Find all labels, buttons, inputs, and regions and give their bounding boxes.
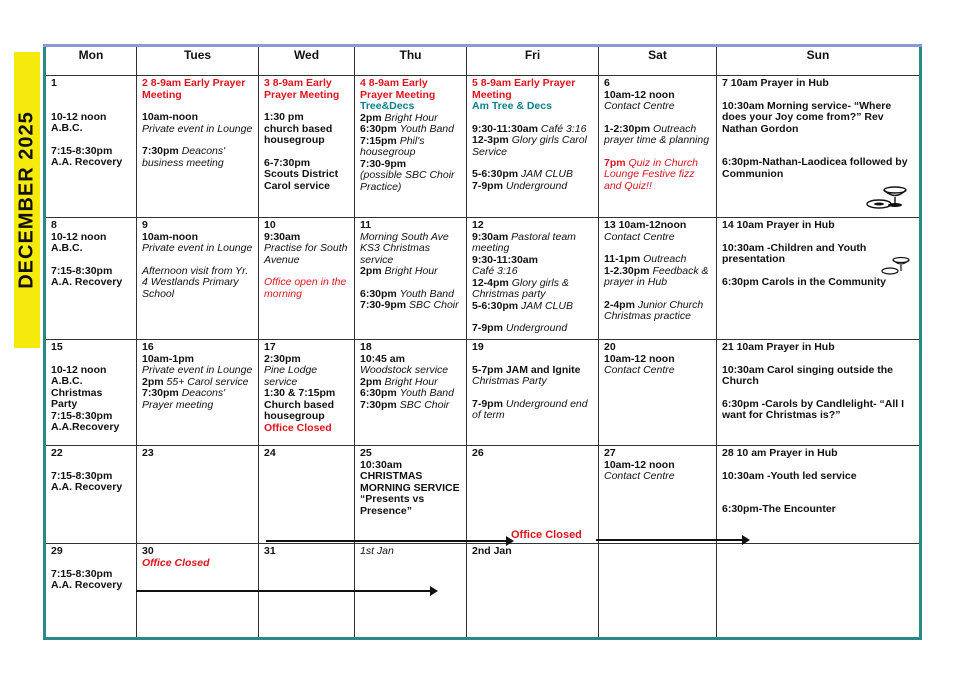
day-number: 18 bbox=[360, 341, 372, 353]
office-note: Office open in the morning bbox=[264, 276, 347, 300]
day-number: 31 bbox=[264, 545, 276, 557]
event-title: Glory girls Carol Service bbox=[472, 134, 587, 158]
day-number: 1st Jan bbox=[360, 545, 394, 557]
event-time: 10am-1pm bbox=[142, 352, 194, 365]
event-time: 9:30-11:30am bbox=[472, 122, 538, 135]
day-number: 1 bbox=[51, 77, 57, 89]
event-title: 6:30pm-The Encounter bbox=[722, 503, 836, 515]
event-title: Bright Hour bbox=[384, 265, 438, 277]
event-title: Youth Band bbox=[399, 287, 454, 300]
day-cell-8 bbox=[45, 218, 137, 340]
weekday-sat: Sat bbox=[599, 46, 717, 76]
day-cell-9 bbox=[137, 218, 259, 340]
day-number: 25 bbox=[360, 447, 372, 459]
event-title: Outreach bbox=[643, 253, 687, 265]
event-time: 7:30-9pm bbox=[360, 299, 407, 311]
weekday-header-row bbox=[45, 46, 921, 76]
event-title: Junior Church Christmas practice bbox=[604, 298, 704, 322]
event-title: Outreach prayer time & planning bbox=[604, 122, 710, 146]
week-row-1 bbox=[45, 76, 921, 218]
event-time: 10am-12 noon bbox=[604, 88, 675, 101]
day-cell-15 bbox=[45, 340, 137, 446]
day-heading: 2 8-9am Early Prayer Meeting bbox=[142, 77, 246, 101]
event-title: Scouts District Carol service bbox=[264, 168, 339, 192]
day-number: 27 bbox=[604, 447, 616, 459]
event-title: Christmas Party bbox=[472, 375, 547, 387]
event-time: 7:15-8:30pm bbox=[51, 144, 113, 157]
event-title: Church based housegroup bbox=[264, 398, 335, 422]
day-number: 16 bbox=[142, 341, 154, 353]
event-title: 10:30am Carol singing outside the Church bbox=[722, 363, 893, 387]
day-number: 20 bbox=[604, 341, 616, 353]
event-title: Contact Centre bbox=[604, 100, 675, 112]
event-title: A.A. Recovery bbox=[51, 481, 123, 493]
event-time: 7-9pm bbox=[472, 397, 503, 410]
day-number: 8 bbox=[51, 219, 57, 231]
day-cell-2 bbox=[137, 76, 259, 218]
event-title: A.A. Recovery bbox=[51, 276, 123, 288]
event-title: Quiz in Church Lounge Festive fizz and Quiz!! bbox=[604, 156, 698, 192]
day-cell-22 bbox=[45, 446, 137, 544]
day-cell-13 bbox=[599, 218, 717, 340]
event-time: 10-12 noon bbox=[51, 363, 107, 376]
event-title: 10:30am -Children and Youth presentation bbox=[722, 241, 867, 265]
event-title: Pine Lodge service bbox=[264, 364, 318, 388]
office-closed-arrow bbox=[266, 540, 508, 542]
event-time: 1:30 pm bbox=[264, 111, 304, 123]
event-title: Underground bbox=[505, 179, 568, 192]
event-title: Contact Centre bbox=[604, 364, 675, 376]
weekday-wed: Wed bbox=[259, 46, 355, 76]
event-title: Practise for South Avenue bbox=[264, 242, 348, 266]
month-banner bbox=[14, 52, 40, 348]
day-heading: 13 10am-12noon bbox=[604, 219, 687, 231]
event-time: 12-4pm bbox=[472, 276, 509, 289]
event-title: 10:30am -Youth led service bbox=[722, 469, 857, 482]
event-time: 2pm bbox=[360, 375, 382, 388]
event-time: 9:30am bbox=[472, 230, 509, 243]
day-heading: 7 10am Prayer in Hub bbox=[722, 77, 829, 89]
day-cell-6 bbox=[599, 76, 717, 218]
day-number: 26 bbox=[472, 447, 484, 459]
day-cell-empty-sat bbox=[599, 544, 717, 639]
day-cell-4 bbox=[355, 76, 467, 218]
event-title: A.A. Recovery bbox=[51, 156, 123, 168]
event-time: 9:30am bbox=[264, 230, 301, 243]
event-time: 1:30 & 7:15pm bbox=[264, 387, 336, 399]
office-closed-label: Office Closed bbox=[511, 529, 582, 541]
event-title: Youth Band bbox=[399, 387, 454, 399]
event-title: Bright Hour bbox=[384, 111, 438, 124]
event-title: CHRISTMAS MORNING SERVICE bbox=[360, 470, 460, 494]
event-time: 10-12 noon bbox=[51, 230, 107, 243]
day-number: 17 bbox=[264, 341, 276, 353]
day-number: 2nd Jan bbox=[472, 545, 512, 557]
day-heading: 3 8-9am Early Prayer Meeting bbox=[264, 77, 340, 101]
event-time: 7:15-8:30pm bbox=[51, 264, 113, 277]
event-time: 1-2:30pm bbox=[604, 122, 651, 135]
event-time: 2-4pm bbox=[604, 298, 635, 311]
day-cell-28 bbox=[717, 446, 921, 544]
day-cell-3 bbox=[259, 76, 355, 218]
day-number: 24 bbox=[264, 447, 276, 459]
day-heading: 21 10am Prayer in Hub bbox=[722, 341, 835, 353]
event-title: (possible SBC Choir Practice) bbox=[360, 169, 455, 193]
day-heading: 5 8-9am Early Prayer Meeting bbox=[472, 77, 576, 101]
event-title: Café 3:16 bbox=[472, 265, 518, 277]
day-cell-12 bbox=[467, 218, 599, 340]
event-title: Christmas bbox=[51, 386, 103, 399]
day-number: 23 bbox=[142, 447, 154, 459]
event-title: JAM CLUB bbox=[521, 168, 573, 180]
day-number: 15 bbox=[51, 341, 63, 353]
day-subheading: Am Tree & Decs bbox=[472, 100, 552, 112]
calendar-grid bbox=[43, 44, 922, 640]
day-number: 10 bbox=[264, 219, 276, 231]
event-title: Feedback & prayer in Hub bbox=[604, 264, 709, 288]
event-title: 5-7pm JAM and Ignite bbox=[472, 363, 581, 376]
event-title: Glory girls & Christmas party bbox=[472, 276, 569, 300]
event-time: 5-6:30pm bbox=[472, 168, 519, 180]
event-title: Morning South Ave KS3 Christmas service bbox=[360, 230, 449, 266]
day-cell-25 bbox=[355, 446, 467, 544]
event-title: A.A. Recovery bbox=[51, 579, 123, 591]
office-closed-arrow bbox=[136, 590, 432, 592]
event-time: 7:30pm bbox=[142, 145, 179, 157]
event-time: 6-7:30pm bbox=[264, 156, 311, 169]
event-time: 10am-noon bbox=[142, 111, 199, 123]
event-time: 10am-noon bbox=[142, 230, 199, 243]
event-title: Underground bbox=[505, 322, 568, 334]
event-title: A.B.C. bbox=[51, 375, 83, 387]
event-time: 10am-12 noon bbox=[604, 352, 675, 365]
event-time: 5-6:30pm bbox=[472, 299, 519, 312]
day-cell-27 bbox=[599, 446, 717, 544]
event-time: 12-3pm bbox=[472, 134, 509, 146]
event-title: Phil's housegroup bbox=[360, 134, 425, 158]
event-time: 10:30am bbox=[360, 458, 403, 471]
event-title: Deacons' business meeting bbox=[142, 145, 226, 169]
event-time: 10am-12 noon bbox=[604, 458, 675, 471]
event-title: Contact Centre bbox=[604, 230, 675, 243]
event-time: 2pm bbox=[360, 265, 382, 277]
day-cell-19 bbox=[467, 340, 599, 446]
event-title: “Presents vs Presence” bbox=[360, 493, 425, 517]
event-time: 7:30pm bbox=[360, 398, 397, 411]
week-row-2 bbox=[45, 218, 921, 340]
day-cell-18 bbox=[355, 340, 467, 446]
event-title: Woodstock service bbox=[360, 364, 449, 376]
event-title: A.B.C. bbox=[51, 242, 83, 254]
event-time: 7:15pm bbox=[360, 134, 397, 147]
day-number: 12 bbox=[472, 219, 484, 231]
event-time: 7-9pm bbox=[472, 322, 503, 334]
weekday-fri: Fri bbox=[467, 46, 599, 76]
office-closed-arrow bbox=[596, 539, 744, 541]
day-number: 22 bbox=[51, 447, 63, 459]
day-heading: 14 10am Prayer in Hub bbox=[722, 219, 835, 231]
day-number: 6 bbox=[604, 77, 610, 89]
event-title: A.A.Recovery bbox=[51, 421, 120, 433]
event-title: Pastoral team meeting bbox=[472, 230, 576, 254]
event-time: 7-9pm bbox=[472, 179, 503, 192]
day-cell-empty-sun bbox=[717, 544, 921, 639]
day-cell-29 bbox=[45, 544, 137, 639]
event-time: 1-2.30pm bbox=[604, 264, 650, 277]
office-note: Office Closed bbox=[142, 556, 210, 569]
month-title: DECEMBER 2025 bbox=[15, 111, 38, 289]
event-title: Private event in Lounge bbox=[142, 122, 253, 135]
event-time: 7:30pm bbox=[142, 387, 179, 399]
day-heading: 4 8-9am Early Prayer Meeting bbox=[360, 77, 436, 101]
event-time: 7:15-8:30pm bbox=[51, 567, 113, 580]
event-time: 7:15-8:30pm bbox=[51, 469, 113, 482]
event-title: Private event in Lounge bbox=[142, 364, 253, 376]
weekday-mon: Mon bbox=[45, 46, 137, 76]
day-number: 29 bbox=[51, 545, 63, 557]
day-cell-14 bbox=[717, 218, 921, 340]
week-row-4 bbox=[45, 446, 921, 544]
day-cell-10 bbox=[259, 218, 355, 340]
event-title: JAM CLUB bbox=[521, 299, 573, 312]
day-cell-1 bbox=[45, 76, 137, 218]
day-cell-5 bbox=[467, 76, 599, 218]
event-title: 55+ Carol service bbox=[166, 375, 249, 388]
event-title: church based housegroup bbox=[264, 122, 333, 146]
event-time: 11-1pm bbox=[604, 253, 641, 265]
day-number: 9 bbox=[142, 219, 148, 231]
day-cell-17 bbox=[259, 340, 355, 446]
week-row-3 bbox=[45, 340, 921, 446]
event-title: 6:30pm Carols in the Community bbox=[722, 275, 886, 288]
day-cell-20 bbox=[599, 340, 717, 446]
day-heading: 28 10 am Prayer in Hub bbox=[722, 447, 838, 459]
weekday-thu: Thu bbox=[355, 46, 467, 76]
event-time: 9:30-11:30am bbox=[472, 253, 538, 266]
event-time: 2pm bbox=[360, 111, 382, 124]
day-cell-24 bbox=[259, 446, 355, 544]
event-time: 6:30pm bbox=[360, 387, 397, 399]
event-title: Contact Centre bbox=[604, 470, 675, 482]
event-time: 10-12 noon bbox=[51, 110, 107, 123]
weekday-tue: Tues bbox=[137, 46, 259, 76]
day-subheading: Tree&Decs bbox=[360, 100, 415, 112]
event-title: Private event in Lounge bbox=[142, 242, 253, 254]
event-title: Bright Hour bbox=[384, 375, 438, 388]
event-title: 10:30am Morning service- “Where does your Joy come from?” Rev Nathan Gordon bbox=[722, 99, 892, 135]
event-title: Party bbox=[51, 398, 78, 410]
day-cell-jan-2 bbox=[467, 544, 599, 639]
event-time: 10:45 am bbox=[360, 352, 405, 365]
day-cell-21 bbox=[717, 340, 921, 446]
event-time: 7:15-8:30pm bbox=[51, 409, 113, 422]
event-title: 6:30pm-Nathan-Laodicea followed by Communion bbox=[722, 156, 908, 180]
day-number: 19 bbox=[472, 341, 484, 353]
day-cell-23 bbox=[137, 446, 259, 544]
event-time: 6:30pm bbox=[360, 123, 397, 135]
day-cell-11 bbox=[355, 218, 467, 340]
event-title: Afternoon visit from Yr. 4 Westlands Primary School bbox=[142, 264, 249, 300]
event-time: 7:30-9pm bbox=[360, 157, 407, 170]
event-title: A.B.C. bbox=[51, 122, 83, 134]
event-time: 2pm bbox=[142, 375, 164, 388]
event-title: Underground end of term bbox=[472, 397, 588, 421]
event-time: 6:30pm bbox=[360, 287, 397, 300]
day-number: 11 bbox=[360, 219, 372, 231]
day-cell-16 bbox=[137, 340, 259, 446]
day-cell-7 bbox=[717, 76, 921, 218]
day-number: 30 bbox=[142, 545, 154, 557]
office-note: Office Closed bbox=[264, 421, 332, 434]
event-title: Youth Band bbox=[399, 123, 454, 135]
event-time: 7pm bbox=[604, 156, 626, 169]
event-title: Deacons' Prayer meeting bbox=[142, 387, 226, 411]
weekday-sun: Sun bbox=[717, 46, 921, 76]
event-title: SBC Choir bbox=[409, 299, 459, 311]
event-time: 2:30pm bbox=[264, 352, 301, 365]
event-title: SBC Choir bbox=[399, 398, 450, 411]
communion-cup-icon bbox=[865, 185, 913, 211]
event-title: 6:30pm -Carols by Candlelight- “All I want for Christmas is?” bbox=[722, 397, 905, 421]
communion-cup-icon bbox=[881, 256, 911, 276]
event-title: Café 3:16 bbox=[540, 122, 587, 135]
